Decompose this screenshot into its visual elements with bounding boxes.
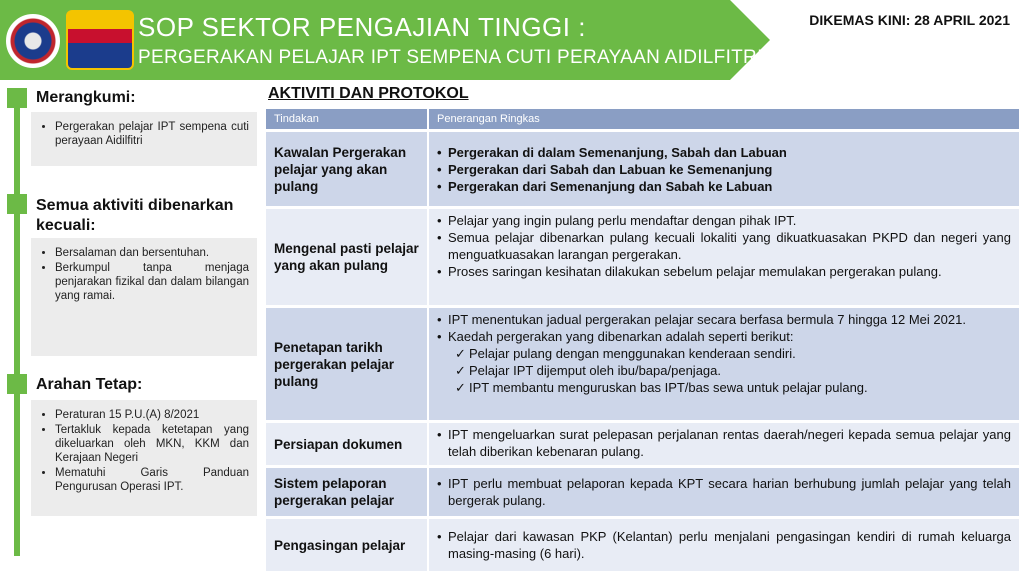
updated-date: DIKEMAS KINI: 28 APRIL 2021 [809, 12, 1010, 28]
row-item: • Pergerakan dari Semenanjung dan Sabah ke Labuan [437, 178, 787, 195]
row-check-item: ✓ Pelajar IPT dijemput oleh ibu/bapa/penjaga. [437, 362, 1011, 379]
row-item: • Pelajar dari kawasan PKP (Kelantan) perlu menjalani pengasingan kendiri di rumah keluarga masing-masing (6 hari). [437, 528, 1011, 562]
row-item: • Pelajar yang ingin pulang perlu mendaftar dengan pihak IPT. [437, 212, 1011, 229]
summary-heading: Merangkumi: [36, 89, 136, 106]
standing-item: • Mematuhi Garis Panduan Pengurusan Operasi IPT. [55, 466, 249, 494]
row-action: Pengasingan pelajar [266, 519, 429, 571]
section-title: AKTIVITI DAN PROTOKOL [268, 85, 469, 102]
row-check-item: ✓ IPT membantu menguruskan bas IPT/bas sewa untuk pelajar pulang. [437, 379, 1011, 396]
protocol-table [266, 109, 1019, 571]
page-subtitle: PERGERAKAN PELAJAR IPT SEMPENA CUTI PERAYAAN AIDILFITRI [138, 47, 763, 68]
row-check-item: ✓ Pelajar pulang dengan menggunakan kenderaan sendiri. [437, 345, 1011, 362]
standing-item: • Peraturan 15 P.U.(A) 8/2021 [55, 408, 249, 422]
timeline-marker [7, 88, 27, 108]
header-banner [0, 0, 770, 80]
table-header [266, 109, 1019, 129]
row-item: • Pergerakan dari Sabah dan Labuan ke Semenanjung [437, 161, 787, 178]
header-action: Tindakan [266, 109, 429, 129]
row-action: Penetapan tarikh pergerakan pelajar pulang [266, 308, 429, 420]
summary-item: • Pergerakan pelajar IPT sempena cuti perayaan Aidilfitri [55, 120, 249, 148]
coat-of-arms-logo [66, 10, 134, 70]
allowed-item: • Bersalaman dan bersentuhan. [55, 246, 249, 260]
row-item: • IPT perlu membuat pelaporan kepada KPT secara harian berhubung jumlah pelajar yang telah bergerak pulang. [437, 475, 1011, 509]
row-description [429, 308, 1019, 420]
row-action: Mengenal pasti pelajar yang akan pulang [266, 209, 429, 305]
row-item: • Kaedah pergerakan yang dibenarkan adalah seperti berikut: [437, 328, 1011, 345]
row-item: • IPT menentukan jadual pergerakan pelajar secara berfasa bermula 7 hingga 12 Mei 2021. [437, 311, 1011, 328]
page-title: SOP SEKTOR PENGAJIAN TINGGI : [138, 12, 586, 42]
row-action: Sistem pelaporan pergerakan pelajar [266, 468, 429, 516]
allowed-heading: Semua aktiviti dibenarkan kecuali: [36, 197, 234, 234]
table-row [266, 519, 1019, 571]
table-row [266, 308, 1019, 420]
row-item: • IPT mengeluarkan surat pelepasan perjalanan rentas daerah/negeri kepada semua pelajar yang telah diberikan kebenaran pulang. [437, 426, 1011, 460]
allowed-item: • Berkumpul tanpa menjaga penjarakan fizikal dan dalam bilangan yang ramai. [55, 261, 249, 303]
row-action: Persiapan dokumen [266, 423, 429, 465]
table-row [266, 423, 1019, 465]
table-row [266, 209, 1019, 305]
timeline-marker [7, 374, 27, 394]
header-description: Penerangan Ringkas [437, 113, 540, 125]
table-row [266, 468, 1019, 516]
row-description [429, 209, 1019, 305]
row-action: Kawalan Pergerakan pelajar yang akan pulang [266, 132, 429, 206]
police-logo [6, 14, 60, 68]
row-description [429, 468, 1019, 516]
row-item: • Proses saringan kesihatan dilakukan sebelum pelajar memulakan pergerakan pulang. [437, 263, 1011, 280]
timeline-marker [7, 194, 27, 214]
row-item: • Semua pelajar dibenarkan pulang kecuali lokaliti yang dikuatkuasakan PKPD dan negeri yang menguatkuasakan larangan pergerakan. [437, 229, 1011, 263]
row-description [429, 423, 1019, 465]
standing-item: • Tertakluk kepada ketetapan yang dikeluarkan oleh MKN, KKM dan Kerajaan Negeri [55, 423, 249, 465]
row-description [429, 132, 1019, 206]
row-description [429, 519, 1019, 571]
row-item: • Pergerakan di dalam Semenanjung, Sabah dan Labuan [437, 144, 787, 161]
timeline-line [14, 92, 20, 556]
table-row [266, 132, 1019, 206]
standing-heading: Arahan Tetap: [36, 376, 143, 393]
allowed-box [31, 238, 257, 356]
standing-box [31, 400, 257, 516]
summary-box [31, 112, 257, 166]
